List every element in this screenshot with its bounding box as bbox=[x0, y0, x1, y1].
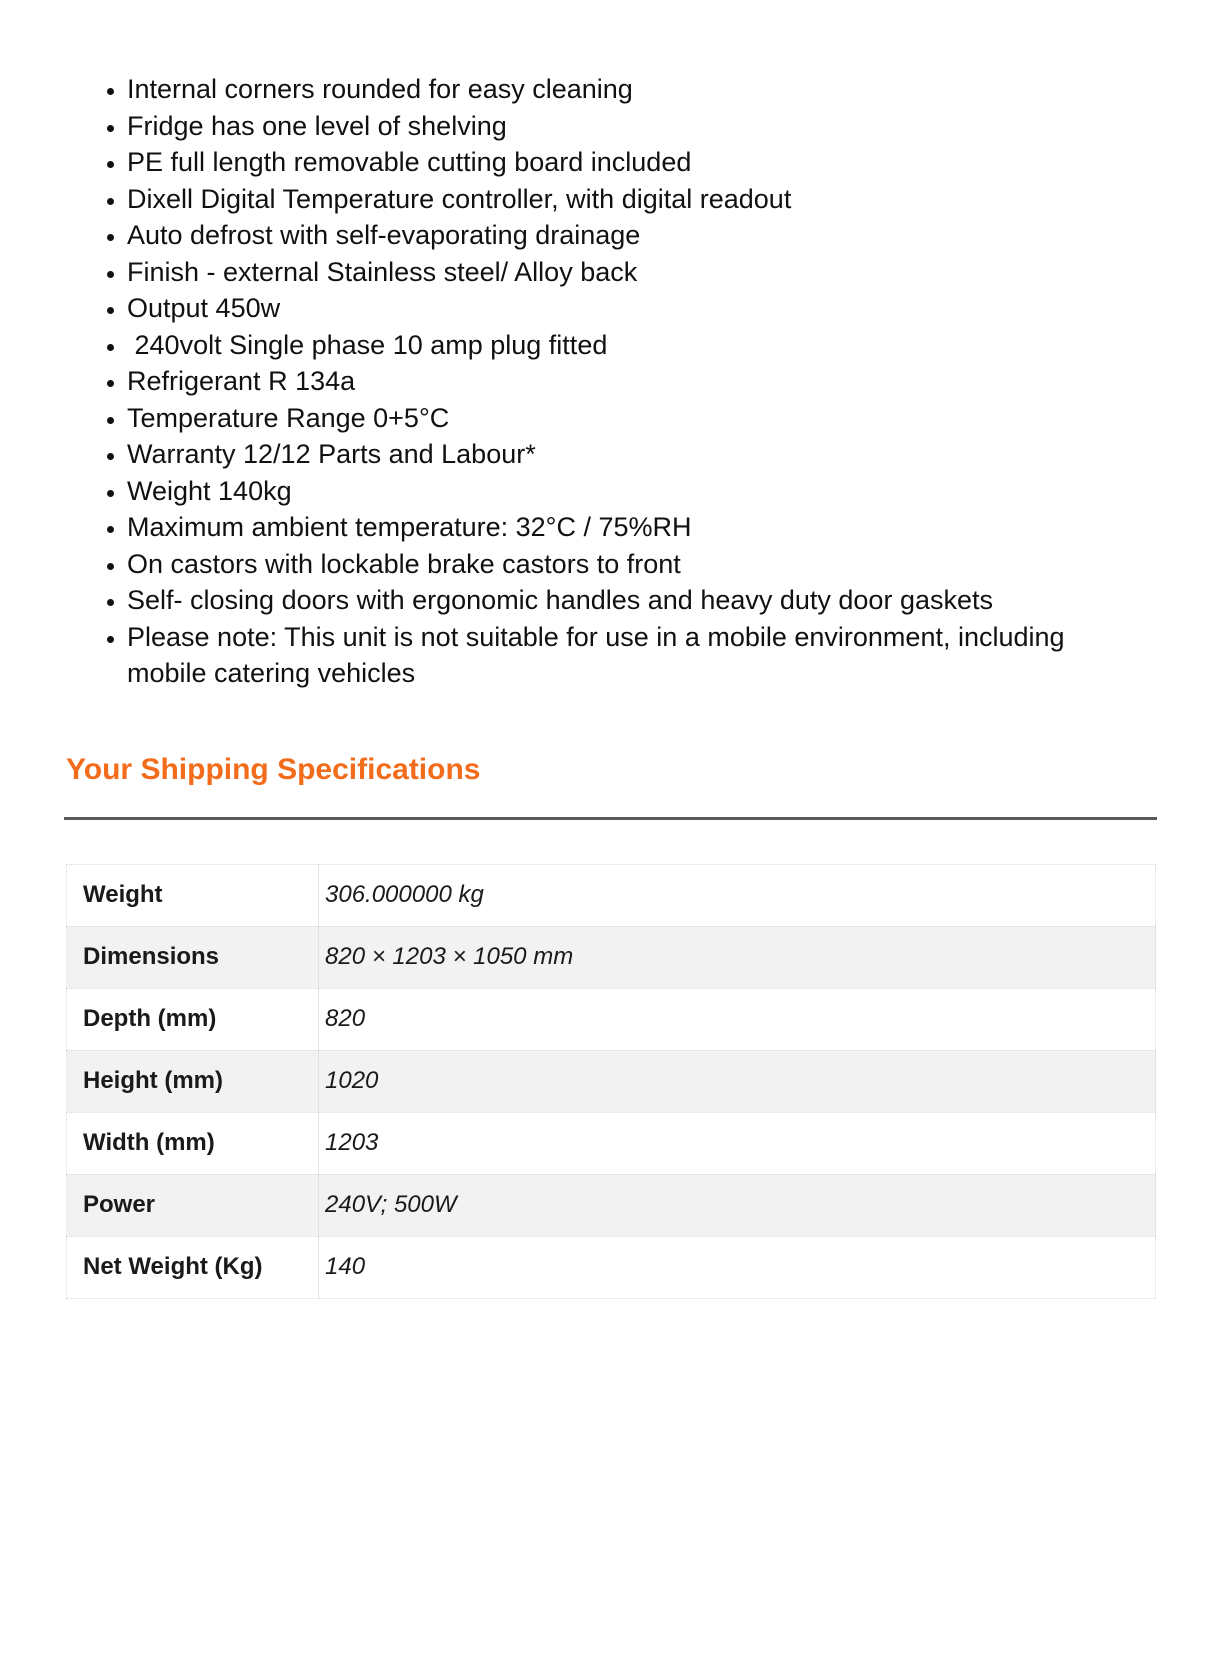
feature-item: • Finish - external Stainless steel/ Alloy back bbox=[127, 254, 1107, 291]
section-divider bbox=[64, 817, 1157, 820]
spec-value: 820 bbox=[325, 1005, 366, 1032]
spec-value: 820 × 1203 × 1050 mm bbox=[325, 943, 574, 970]
spec-label: Power bbox=[67, 1174, 319, 1236]
product-features-list bbox=[0, 71, 1107, 692]
spec-label: Dimensions bbox=[67, 926, 319, 988]
spec-value: 240V; 500W bbox=[325, 1191, 457, 1218]
spec-row bbox=[67, 926, 1156, 988]
spec-row bbox=[67, 864, 1156, 926]
feature-item: • Self- closing doors with ergonomic handles and heavy duty door gaskets bbox=[127, 582, 1107, 619]
feature-item: • Temperature Range 0+5°C bbox=[127, 400, 1107, 437]
feature-item: • Auto defrost with self-evaporating drainage bbox=[127, 217, 1107, 254]
spec-value: 1203 bbox=[325, 1129, 379, 1156]
feature-item: • Warranty 12/12 Parts and Labour* bbox=[127, 436, 1107, 473]
spec-label: Height (mm) bbox=[67, 1050, 319, 1112]
spec-row bbox=[67, 1050, 1156, 1112]
spec-value: 140 bbox=[325, 1253, 366, 1280]
feature-item: • Refrigerant R 134a bbox=[127, 363, 1107, 400]
feature-item: • Internal corners rounded for easy cleaning bbox=[127, 71, 1107, 108]
spec-row bbox=[67, 1174, 1156, 1236]
spec-label: Weight bbox=[67, 864, 319, 926]
spec-row bbox=[67, 1112, 1156, 1174]
feature-item: • On castors with lockable brake castors to front bbox=[127, 546, 1107, 583]
spec-value: 306.000000 kg bbox=[325, 881, 484, 908]
shipping-specs-heading: Your Shipping Specifications bbox=[66, 752, 481, 786]
feature-item: • 240volt Single phase 10 amp plug fitted bbox=[127, 327, 1107, 364]
feature-item: • Maximum ambient temperature: 32°C / 75%RH bbox=[127, 509, 1107, 546]
spec-label: Width (mm) bbox=[67, 1112, 319, 1174]
feature-item: • Please note: This unit is not suitable for use in a mobile environment, including mobile catering vehicles bbox=[127, 619, 1107, 692]
spec-value: 1020 bbox=[325, 1067, 379, 1094]
shipping-specs-table bbox=[66, 864, 1156, 1299]
spec-row bbox=[67, 1236, 1156, 1298]
feature-item: • PE full length removable cutting board included bbox=[127, 144, 1107, 181]
spec-row bbox=[67, 988, 1156, 1050]
feature-item: • Weight 140kg bbox=[127, 473, 1107, 510]
feature-item: • Fridge has one level of shelving bbox=[127, 108, 1107, 145]
spec-label: Net Weight (Kg) bbox=[67, 1236, 319, 1298]
spec-label: Depth (mm) bbox=[67, 988, 319, 1050]
feature-item: • Output 450w bbox=[127, 290, 1107, 327]
feature-item: • Dixell Digital Temperature controller, with digital readout bbox=[127, 181, 1107, 218]
